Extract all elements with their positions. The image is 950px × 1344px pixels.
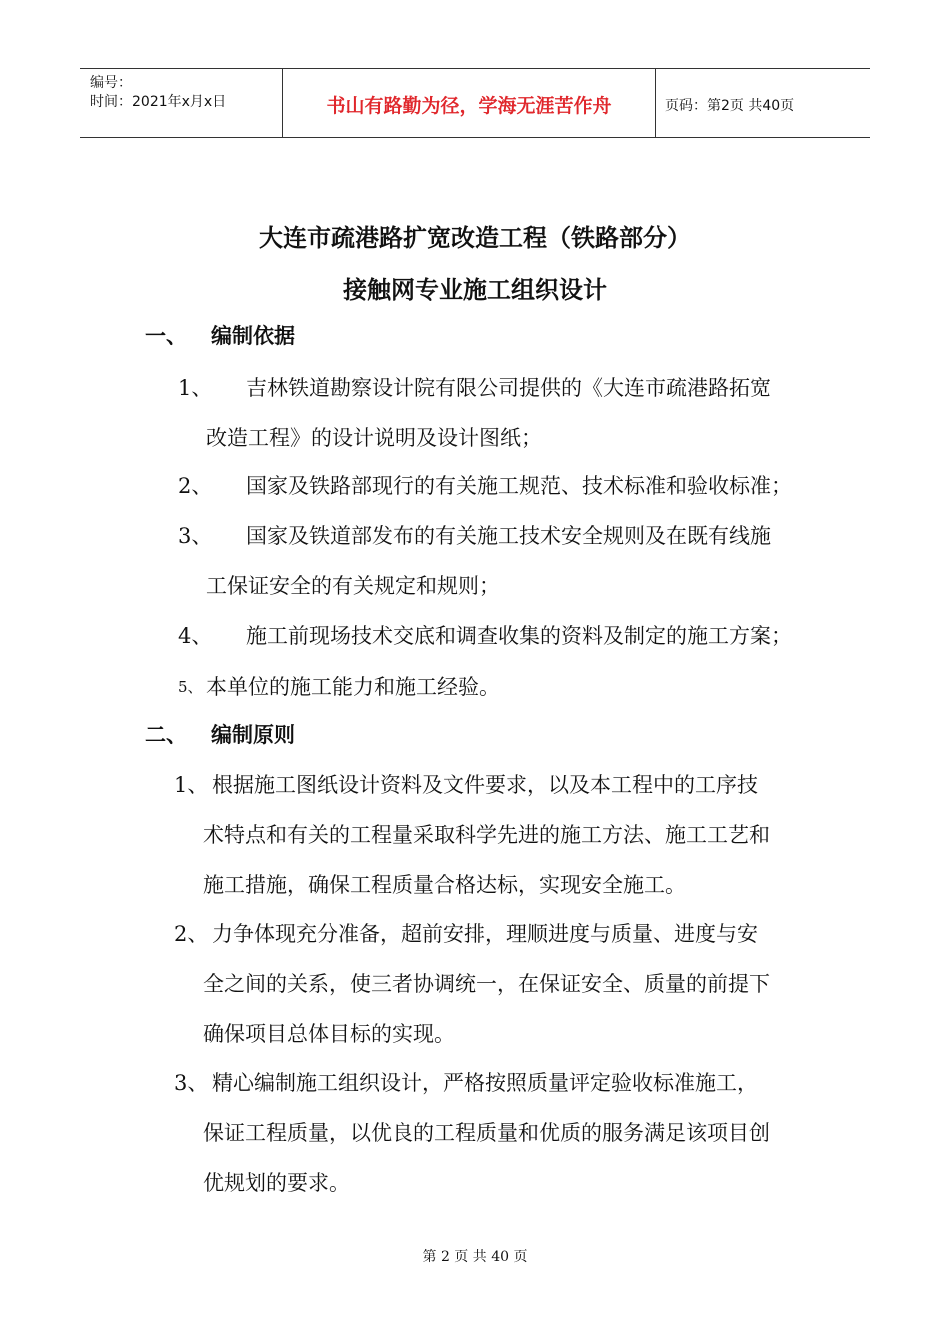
doc-subtitle: 接触网专业施工组织设计 xyxy=(343,275,607,304)
header-motto-cell xyxy=(282,69,656,137)
item-number: 5、 xyxy=(178,678,203,696)
item-text: 本单位的施工能力和施工经验。 xyxy=(206,675,500,699)
item-text: 精心编制施工组织设计，严格按照质量评定验收标准施工， xyxy=(212,1071,758,1095)
item-number: 2、 xyxy=(178,474,213,498)
item-text: 国家及铁道部发布的有关施工技术安全规则及在既有线施 xyxy=(246,524,771,548)
page-count-label: 页码：第2页 共40页 xyxy=(665,98,795,114)
item-number: 3、 xyxy=(178,524,213,548)
item-text: 改造工程》的设计说明及设计图纸； xyxy=(206,426,542,450)
item-text: 术特点和有关的工程量采取科学先进的施工方法、施工工艺和 xyxy=(203,823,770,847)
item-text: 优规划的要求。 xyxy=(203,1171,350,1195)
item-text: 工保证安全的有关规定和规则； xyxy=(206,574,500,598)
page-header xyxy=(80,68,870,138)
serial-number-label: 编号： xyxy=(90,75,132,91)
section-title: 编制原则 xyxy=(211,722,295,747)
date-label: 时间：2021年x月x日 xyxy=(90,94,227,110)
item-text: 施工措施，确保工程质量合格达标，实现安全施工。 xyxy=(203,873,686,897)
item-number: 2、 xyxy=(174,922,209,946)
item-number: 1、 xyxy=(178,376,213,400)
item-text: 根据施工图纸设计资料及文件要求，以及本工程中的工序技 xyxy=(212,773,758,797)
item-text: 吉林铁道勘察设计院有限公司提供的《大连市疏港路拓宽 xyxy=(246,376,771,400)
doc-title: 大连市疏港路扩宽改造工程（铁路部分） xyxy=(259,223,691,252)
item-text: 力争体现充分准备，超前安排，理顺进度与质量、进度与安 xyxy=(212,922,758,946)
item-text: 保证工程质量，以优良的工程质量和优质的服务满足该项目创 xyxy=(203,1121,770,1145)
header-page-cell xyxy=(655,69,870,137)
item-number: 3、 xyxy=(174,1071,209,1095)
motto-text: 书山有路勤为径，学海无涯苦作舟 xyxy=(326,95,612,117)
section-number: 二、 xyxy=(145,722,187,747)
section-title: 编制依据 xyxy=(211,323,295,348)
item-number: 1、 xyxy=(174,773,209,797)
item-number: 4、 xyxy=(178,624,213,648)
item-text: 国家及铁路部现行的有关施工规范、技术标准和验收标准； xyxy=(246,474,792,498)
item-text: 施工前现场技术交底和调查收集的资料及制定的施工方案； xyxy=(246,624,792,648)
page-footer: 第 2 页 共 40 页 xyxy=(422,1249,528,1265)
item-text: 确保项目总体目标的实现。 xyxy=(203,1022,455,1046)
section-number: 一、 xyxy=(145,323,187,348)
header-meta-cell xyxy=(80,69,282,137)
item-text: 全之间的关系，使三者协调统一，在保证安全、质量的前提下 xyxy=(203,972,770,996)
